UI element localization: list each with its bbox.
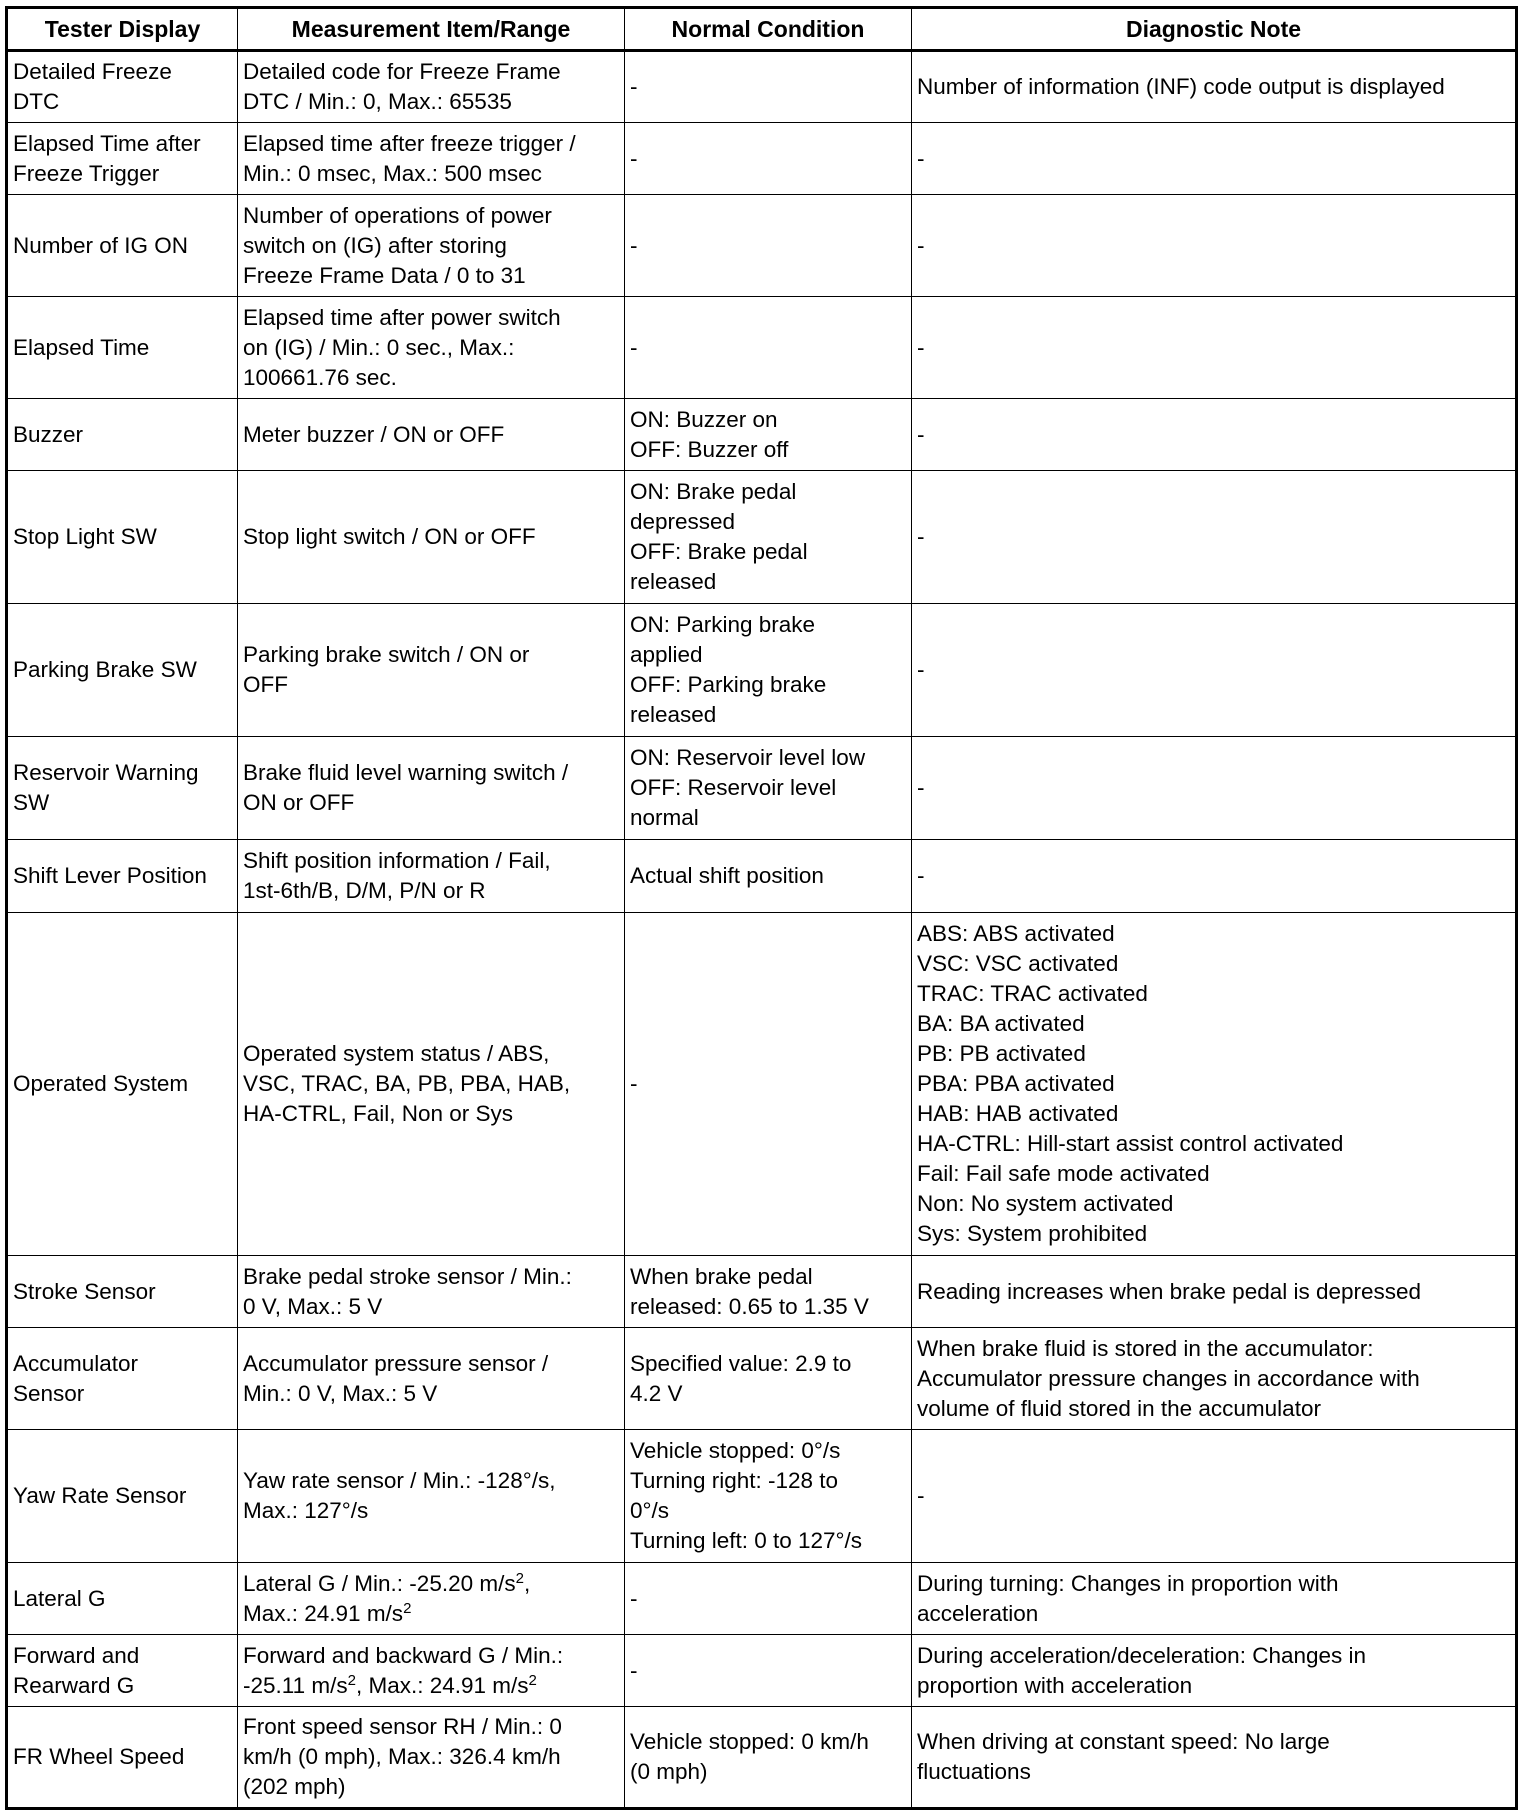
cell-tester-display: Elapsed Time after Freeze Trigger — [7, 123, 238, 195]
table-row — [7, 123, 1517, 195]
cell-measurement: Brake fluid level warning switch / ON or OFF — [238, 737, 625, 840]
cell-measurement: Front speed sensor RH / Min.: 0 km/h (0 mph), Max.: 326.4 km/h (202 mph) — [238, 1707, 625, 1809]
table-row — [7, 51, 1517, 123]
cell-normal-condition: - — [625, 297, 912, 399]
table-row — [7, 471, 1517, 604]
cell-measurement: Elapsed time after freeze trigger / Min.: 0 msec, Max.: 500 msec — [238, 123, 625, 195]
header-measurement-item: Measurement Item/Range — [238, 8, 625, 51]
cell-diagnostic-note: During turning: Changes in proportion with acceleration — [912, 1563, 1517, 1635]
cell-measurement: Yaw rate sensor / Min.: -128°/s, Max.: 127°/s — [238, 1430, 625, 1563]
cell-tester-display: Stop Light SW — [7, 471, 238, 604]
cell-normal-condition: - — [625, 51, 912, 123]
cell-measurement: Accumulator pressure sensor / Min.: 0 V, Max.: 5 V — [238, 1328, 625, 1430]
cell-normal-condition: - — [625, 123, 912, 195]
cell-diagnostic-note: Number of information (INF) code output is displayed — [912, 51, 1517, 123]
cell-tester-display: Detailed Freeze DTC — [7, 51, 238, 123]
header-tester-display: Tester Display — [7, 8, 238, 51]
cell-normal-condition: - — [625, 1635, 912, 1707]
cell-measurement: Shift position information / Fail, 1st-6th/B, D/M, P/N or R — [238, 840, 625, 913]
cell-normal-condition: ON: Buzzer on OFF: Buzzer off — [625, 399, 912, 471]
table-row — [7, 1256, 1517, 1328]
cell-tester-display: Buzzer — [7, 399, 238, 471]
cell-tester-display: Parking Brake SW — [7, 604, 238, 737]
measurement-text: Lateral G / Min.: -25.20 m/s — [243, 1570, 516, 1596]
data-list-table — [5, 6, 1518, 1810]
cell-normal-condition: ON: Reservoir level low OFF: Reservoir level normal — [625, 737, 912, 840]
cell-measurement: Parking brake switch / ON or OFF — [238, 604, 625, 737]
header-diagnostic-note: Diagnostic Note — [912, 8, 1517, 51]
cell-normal-condition: Vehicle stopped: 0 km/h (0 mph) — [625, 1707, 912, 1809]
cell-tester-display: Forward and Rearward G — [7, 1635, 238, 1707]
table-row — [7, 195, 1517, 297]
superscript: 2 — [528, 1671, 537, 1689]
table-row — [7, 1563, 1517, 1635]
table-row — [7, 1707, 1517, 1809]
cell-tester-display: Shift Lever Position — [7, 840, 238, 913]
cell-normal-condition: Vehicle stopped: 0°/s Turning right: -128 to 0°/s Turning left: 0 to 127°/s — [625, 1430, 912, 1563]
superscript: 2 — [515, 1569, 524, 1587]
header-normal-condition: Normal Condition — [625, 8, 912, 51]
cell-diagnostic-note: ABS: ABS activated VSC: VSC activated TRAC: TRAC activated BA: BA activated PB: PB activated PBA: PBA activated HAB: HAB activated HA-CTRL: Hill-start assist control activated Fail: Fail safe mode activated Non: No system activated Sys: System prohibited — [912, 913, 1517, 1256]
cell-tester-display: Accumulator Sensor — [7, 1328, 238, 1430]
cell-measurement — [238, 1563, 625, 1635]
cell-normal-condition: - — [625, 913, 912, 1256]
cell-diagnostic-note: - — [912, 195, 1517, 297]
cell-diagnostic-note: - — [912, 471, 1517, 604]
cell-measurement: Meter buzzer / ON or OFF — [238, 399, 625, 471]
data-list-page — [5, 6, 1515, 1810]
cell-diagnostic-note: - — [912, 1430, 1517, 1563]
cell-tester-display: Operated System — [7, 913, 238, 1256]
cell-tester-display: Lateral G — [7, 1563, 238, 1635]
cell-tester-display: Reservoir Warning SW — [7, 737, 238, 840]
header-row — [7, 8, 1517, 51]
table-row — [7, 737, 1517, 840]
measurement-text: , Max.: 24.91 m/s — [243, 1570, 531, 1626]
cell-diagnostic-note: During acceleration/deceleration: Changes in proportion with acceleration — [912, 1635, 1517, 1707]
cell-tester-display: Number of IG ON — [7, 195, 238, 297]
cell-diagnostic-note: When driving at constant speed: No large fluctuations — [912, 1707, 1517, 1809]
cell-normal-condition: - — [625, 1563, 912, 1635]
table-row — [7, 604, 1517, 737]
cell-tester-display: FR Wheel Speed — [7, 1707, 238, 1809]
table-row — [7, 1430, 1517, 1563]
cell-tester-display: Stroke Sensor — [7, 1256, 238, 1328]
cell-diagnostic-note: - — [912, 297, 1517, 399]
cell-normal-condition: When brake pedal released: 0.65 to 1.35 V — [625, 1256, 912, 1328]
cell-diagnostic-note: Reading increases when brake pedal is depressed — [912, 1256, 1517, 1328]
table-row — [7, 1328, 1517, 1430]
cell-measurement: Stop light switch / ON or OFF — [238, 471, 625, 604]
cell-diagnostic-note: - — [912, 737, 1517, 840]
superscript: 2 — [347, 1671, 356, 1689]
cell-measurement: Number of operations of power switch on (IG) after storing Freeze Frame Data / 0 to 31 — [238, 195, 625, 297]
cell-normal-condition: ON: Parking brake applied OFF: Parking brake released — [625, 604, 912, 737]
cell-measurement — [238, 1635, 625, 1707]
cell-tester-display: Elapsed Time — [7, 297, 238, 399]
measurement-text: , Max.: 24.91 m/s — [355, 1672, 529, 1698]
cell-tester-display: Yaw Rate Sensor — [7, 1430, 238, 1563]
cell-diagnostic-note: - — [912, 840, 1517, 913]
cell-measurement: Detailed code for Freeze Frame DTC / Min.: 0, Max.: 65535 — [238, 51, 625, 123]
cell-measurement: Brake pedal stroke sensor / Min.: 0 V, Max.: 5 V — [238, 1256, 625, 1328]
table-row — [7, 913, 1517, 1256]
cell-diagnostic-note: - — [912, 123, 1517, 195]
cell-diagnostic-note: When brake fluid is stored in the accumulator: Accumulator pressure changes in accordance with volume of fluid stored in the accumulator — [912, 1328, 1517, 1430]
cell-normal-condition: Specified value: 2.9 to 4.2 V — [625, 1328, 912, 1430]
measurement-text: Forward and backward G / Min.: -25.11 m/s — [243, 1642, 564, 1698]
cell-diagnostic-note: - — [912, 399, 1517, 471]
table-row — [7, 297, 1517, 399]
cell-measurement: Elapsed time after power switch on (IG) / Min.: 0 sec., Max.: 100661.76 sec. — [238, 297, 625, 399]
table-row — [7, 840, 1517, 913]
cell-diagnostic-note: - — [912, 604, 1517, 737]
table-row — [7, 399, 1517, 471]
cell-normal-condition: - — [625, 195, 912, 297]
table-row — [7, 1635, 1517, 1707]
cell-normal-condition: Actual shift position — [625, 840, 912, 913]
superscript: 2 — [403, 1599, 412, 1617]
cell-normal-condition: ON: Brake pedal depressed OFF: Brake pedal released — [625, 471, 912, 604]
cell-measurement: Operated system status / ABS, VSC, TRAC, BA, PB, PBA, HAB, HA-CTRL, Fail, Non or Sys — [238, 913, 625, 1256]
